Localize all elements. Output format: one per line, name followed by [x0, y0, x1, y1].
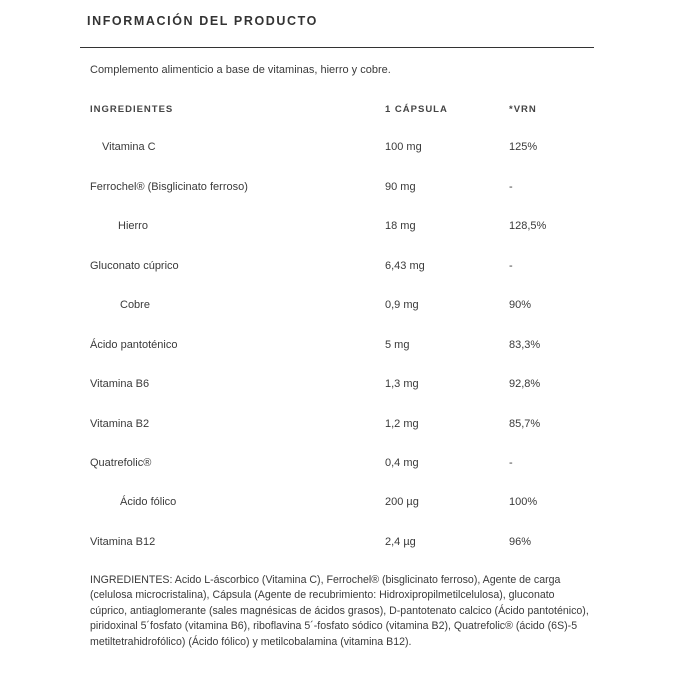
ingredient-name: Vitamina C [102, 141, 156, 153]
ingredient-amount: 0,9 mg [385, 299, 419, 311]
ingredient-amount: 2,4 µg [385, 536, 416, 548]
ingredient-amount: 100 mg [385, 141, 422, 153]
ingredient-amount: 0,4 mg [385, 457, 419, 469]
ingredient-amount: 5 mg [385, 339, 410, 351]
ingredient-name: Vitamina B12 [90, 536, 156, 548]
section-title: INFORMACIÓN DEL PRODUCTO [87, 14, 318, 28]
ingredient-vrn: 83,3% [509, 339, 541, 351]
ingredient-amount: 200 µg [385, 496, 419, 508]
ingredient-name: Hierro [118, 220, 148, 232]
ingredient-vrn: 125% [509, 141, 538, 153]
table-row [90, 181, 590, 201]
ingredient-vrn: 90% [509, 299, 532, 311]
ingredient-name: Ácido fólico [120, 496, 177, 508]
table-row [90, 418, 590, 438]
table-row [90, 339, 590, 359]
table-row [90, 457, 590, 477]
table-row [90, 260, 590, 280]
table-row [90, 220, 590, 240]
ingredient-name: Ferrochel® (Bisglicinato ferroso) [90, 181, 248, 193]
ingredient-amount: 90 mg [385, 181, 416, 193]
ingredient-vrn: 100% [509, 496, 538, 508]
ingredient-vrn: - [509, 457, 513, 469]
ingredient-vrn: 128,5% [509, 220, 547, 232]
ingredient-amount: 6,43 mg [385, 260, 425, 272]
ingredient-name: Ácido pantoténico [90, 339, 178, 351]
table-row [90, 378, 590, 398]
ingredient-vrn: - [509, 181, 513, 193]
title-divider [80, 47, 594, 48]
header-ingredient: INGREDIENTES [90, 104, 174, 115]
table-row [90, 496, 590, 516]
table-row [90, 141, 590, 161]
product-intro: Complemento alimenticio a base de vitaminas, hierro y cobre. [90, 64, 391, 76]
ingredient-amount: 1,2 mg [385, 418, 419, 430]
ingredient-vrn: 85,7% [509, 418, 541, 430]
ingredients-footnote: INGREDIENTES: Acido L-áscorbico (Vitamina C), Ferrochel® (bisglicinato ferroso), Agente de carga (celulosa microcristalina), Cápsula (Agente de recubrimiento: Hidroxipropilmetilcelulosa), gluconato cúprico, antiaglomerante (sales magnésicas de ácidos grasos), D-pantotenato calcico (Ácido pantoténico), piridoxinal 5´fosfato (vitamina B6), riboflavina 5´-fosfato sódico (vitamina B2), Quatrefolic® (ácido (6S)-5 metiltetrahidrofólico) (Ácido fólico) y metilcobalamina (vitamina B12). [90, 574, 589, 648]
ingredient-name: Cobre [120, 299, 150, 311]
header-vrn: *VRN [509, 104, 537, 115]
table-row [90, 536, 590, 556]
header-amount: 1 CÁPSULA [385, 104, 448, 115]
ingredient-vrn: 92,8% [509, 378, 541, 390]
ingredient-name: Gluconato cúprico [90, 260, 179, 272]
ingredient-amount: 18 mg [385, 220, 416, 232]
ingredient-vrn: 96% [509, 536, 532, 548]
table-row [90, 299, 590, 319]
ingredient-name: Quatrefolic® [90, 457, 152, 469]
ingredient-name: Vitamina B2 [90, 418, 150, 430]
ingredient-amount: 1,3 mg [385, 378, 419, 390]
ingredient-name: Vitamina B6 [90, 378, 150, 390]
ingredient-vrn: - [509, 260, 513, 272]
